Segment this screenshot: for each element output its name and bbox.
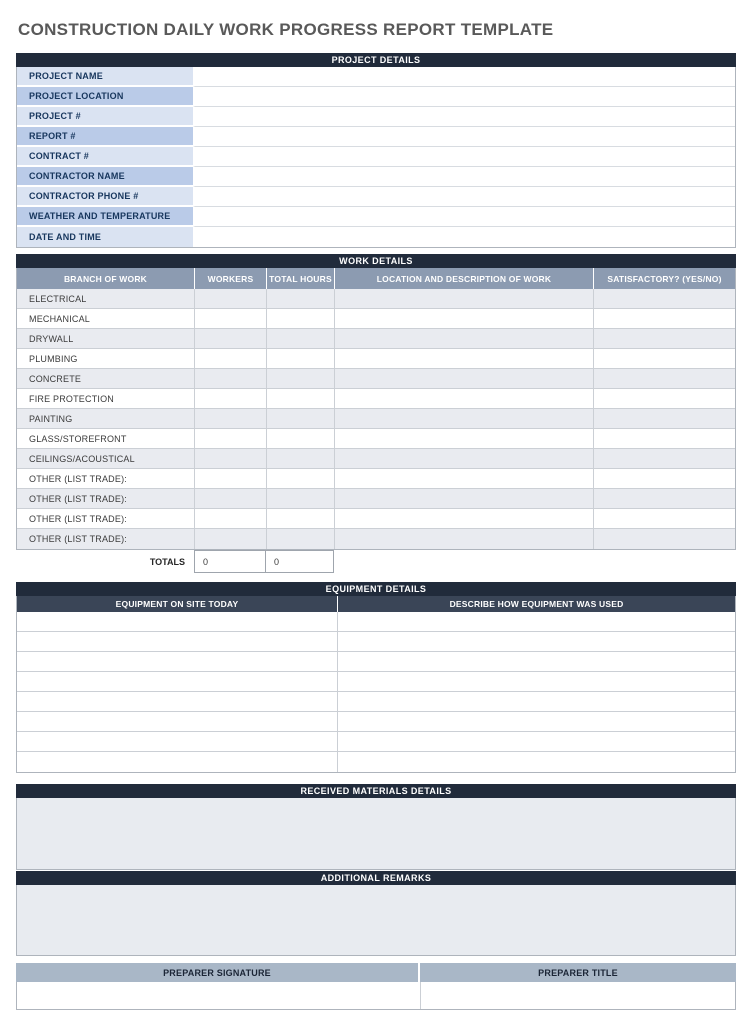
work-branch-label: DRYWALL <box>17 329 195 349</box>
work-location-cell[interactable] <box>335 469 594 489</box>
project-field-label: PROJECT NAME <box>17 67 193 87</box>
work-branch-label: FIRE PROTECTION <box>17 389 195 409</box>
project-field-label: PROJECT # <box>17 107 193 127</box>
additional-remarks-header: ADDITIONAL REMARKS <box>16 871 736 885</box>
project-field-label: CONTRACTOR PHONE # <box>17 187 193 207</box>
work-column-header: TOTAL HOURS <box>267 268 335 289</box>
equipment-row <box>17 612 735 632</box>
project-field-input[interactable] <box>193 147 735 167</box>
project-field-row <box>17 87 735 107</box>
project-field-label: CONTRACT # <box>17 147 193 167</box>
equipment-column-header: EQUIPMENT ON SITE TODAY <box>17 596 338 612</box>
received-materials-input-area[interactable] <box>16 798 736 870</box>
work-location-cell[interactable] <box>335 489 594 509</box>
work-hours-cell[interactable] <box>267 529 335 549</box>
work-satisfactory-cell[interactable] <box>594 409 735 429</box>
work-location-cell[interactable] <box>335 449 594 469</box>
project-field-label: REPORT # <box>17 127 193 147</box>
work-totals-row <box>16 550 736 573</box>
project-field-label: DATE AND TIME <box>17 227 193 247</box>
equipment-usage-cell[interactable] <box>338 732 735 752</box>
work-location-cell[interactable] <box>335 349 594 369</box>
work-hours-cell[interactable] <box>267 289 335 309</box>
equipment-on-site-cell[interactable] <box>17 652 338 672</box>
work-row <box>17 409 735 429</box>
equipment-usage-cell[interactable] <box>338 712 735 732</box>
totals-label: TOTALS <box>149 556 185 567</box>
work-workers-cell[interactable] <box>195 449 267 469</box>
work-hours-cell[interactable] <box>267 349 335 369</box>
work-row <box>17 349 735 369</box>
work-workers-cell[interactable] <box>195 529 267 549</box>
work-location-cell[interactable] <box>335 289 594 309</box>
work-hours-cell[interactable] <box>267 409 335 429</box>
work-workers-cell[interactable] <box>195 409 267 429</box>
equipment-on-site-cell[interactable] <box>17 632 338 652</box>
work-location-cell[interactable] <box>335 409 594 429</box>
additional-remarks-input-area[interactable] <box>16 885 736 956</box>
work-row <box>17 329 735 349</box>
work-row <box>17 389 735 409</box>
equipment-usage-cell[interactable] <box>338 672 735 692</box>
work-branch-label: OTHER (LIST TRADE): <box>17 529 195 549</box>
equipment-details-header: EQUIPMENT DETAILS <box>16 582 736 596</box>
equipment-usage-cell[interactable] <box>338 652 735 672</box>
work-column-header: SATISFACTORY? (YES/NO) <box>607 273 722 284</box>
work-satisfactory-cell[interactable] <box>594 389 735 409</box>
work-branch-label: OTHER (LIST TRADE): <box>17 509 195 529</box>
preparer-header-row <box>16 963 736 982</box>
equipment-row <box>17 672 735 692</box>
work-satisfactory-cell[interactable] <box>594 289 735 309</box>
work-branch-label: OTHER (LIST TRADE): <box>17 469 195 489</box>
work-location-cell[interactable] <box>335 529 594 549</box>
work-hours-cell[interactable] <box>267 489 335 509</box>
preparer-signature-label: PREPARER SIGNATURE <box>16 963 420 982</box>
work-hours-cell[interactable] <box>267 449 335 469</box>
work-location-cell[interactable] <box>335 389 594 409</box>
page-title: CONSTRUCTION DAILY WORK PROGRESS REPORT TEMPLATE <box>18 20 554 39</box>
work-branch-label: PAINTING <box>17 409 195 429</box>
project-field-row <box>17 207 735 227</box>
equipment-row <box>17 712 735 732</box>
work-hours-cell[interactable] <box>267 369 335 389</box>
equipment-row <box>17 752 735 772</box>
project-field-label: PROJECT LOCATION <box>17 87 193 107</box>
work-row <box>17 309 735 329</box>
equipment-row <box>17 652 735 672</box>
work-details-table <box>16 268 736 550</box>
project-details-header: PROJECT DETAILS <box>16 53 736 67</box>
project-field-row <box>17 187 735 207</box>
work-workers-cell[interactable] <box>195 489 267 509</box>
work-details-rows <box>17 289 735 549</box>
work-details-header: WORK DETAILS <box>16 254 736 268</box>
work-satisfactory-cell[interactable] <box>594 349 735 369</box>
project-field-row <box>17 127 735 147</box>
work-workers-cell[interactable] <box>195 429 267 449</box>
work-hours-cell[interactable] <box>267 389 335 409</box>
work-location-cell[interactable] <box>335 369 594 389</box>
work-workers-cell[interactable] <box>195 289 267 309</box>
equipment-on-site-cell[interactable] <box>17 712 338 732</box>
equipment-row <box>17 732 735 752</box>
work-satisfactory-cell[interactable] <box>594 449 735 469</box>
work-row <box>17 489 735 509</box>
work-details-section <box>16 254 736 573</box>
work-branch-label: MECHANICAL <box>17 309 195 329</box>
work-workers-cell[interactable] <box>195 389 267 409</box>
work-column-header: LOCATION AND DESCRIPTION OF WORK <box>335 268 594 289</box>
work-branch-label: GLASS/STOREFRONT <box>17 429 195 449</box>
project-field-input[interactable] <box>193 127 735 147</box>
work-hours-cell[interactable] <box>267 509 335 529</box>
work-details-column-headers <box>17 268 735 289</box>
project-field-row <box>17 167 735 187</box>
work-column-header: BRANCH OF WORK <box>17 268 195 289</box>
work-row <box>17 369 735 389</box>
project-details-table <box>16 67 736 248</box>
work-workers-cell[interactable] <box>195 369 267 389</box>
totals-row-spacer <box>334 550 736 573</box>
equipment-row <box>17 692 735 712</box>
work-branch-label: ELECTRICAL <box>17 289 195 309</box>
equipment-on-site-cell[interactable] <box>17 732 338 752</box>
project-field-row <box>17 227 735 247</box>
work-satisfactory-cell[interactable] <box>594 509 735 529</box>
preparer-signature-input[interactable] <box>17 982 421 1009</box>
work-satisfactory-cell[interactable] <box>594 369 735 389</box>
work-location-cell[interactable] <box>335 329 594 349</box>
work-row <box>17 289 735 309</box>
work-satisfactory-cell[interactable] <box>594 469 735 489</box>
totals-workers-value: 0 <box>194 550 266 573</box>
work-workers-cell[interactable] <box>195 509 267 529</box>
project-field-input[interactable] <box>193 67 735 87</box>
equipment-usage-cell[interactable] <box>338 632 735 652</box>
totals-hours-value: 0 <box>266 550 334 573</box>
work-location-cell[interactable] <box>335 309 594 329</box>
preparer-title-input[interactable] <box>421 982 735 1009</box>
work-workers-cell[interactable] <box>195 329 267 349</box>
work-satisfactory-cell[interactable] <box>594 309 735 329</box>
project-field-input[interactable] <box>193 167 735 187</box>
received-materials-header: RECEIVED MATERIALS DETAILS <box>16 784 736 798</box>
equipment-details-table <box>16 596 736 773</box>
project-field-label: WEATHER AND TEMPERATURE <box>17 207 193 227</box>
equipment-usage-cell[interactable] <box>338 752 735 772</box>
equipment-details-section <box>16 582 736 773</box>
work-branch-label: CONCRETE <box>17 369 195 389</box>
equipment-usage-cell[interactable] <box>338 692 735 712</box>
work-hours-cell[interactable] <box>267 429 335 449</box>
equipment-column-headers <box>17 596 735 612</box>
equipment-rows <box>17 612 735 772</box>
preparer-title-label: PREPARER TITLE <box>538 967 618 978</box>
equipment-row <box>17 632 735 652</box>
received-materials-section <box>16 784 736 956</box>
work-branch-label: PLUMBING <box>17 349 195 369</box>
work-hours-cell[interactable] <box>267 469 335 489</box>
equipment-on-site-cell[interactable] <box>17 752 338 772</box>
preparer-value-row <box>16 982 736 1010</box>
work-row <box>17 469 735 489</box>
project-field-row <box>17 107 735 127</box>
work-hours-cell[interactable] <box>267 329 335 349</box>
equipment-on-site-cell[interactable] <box>17 612 338 632</box>
work-row <box>17 529 735 549</box>
equipment-on-site-cell[interactable] <box>17 672 338 692</box>
project-field-input[interactable] <box>193 187 735 207</box>
work-location-cell[interactable] <box>335 429 594 449</box>
project-field-input[interactable] <box>193 87 735 107</box>
work-workers-cell[interactable] <box>195 469 267 489</box>
work-workers-cell[interactable] <box>195 309 267 329</box>
work-satisfactory-cell[interactable] <box>594 489 735 509</box>
work-branch-label: CEILINGS/ACOUSTICAL <box>17 449 195 469</box>
project-field-input[interactable] <box>193 207 735 227</box>
work-row <box>17 449 735 469</box>
equipment-on-site-cell[interactable] <box>17 692 338 712</box>
project-details-section <box>16 53 736 248</box>
project-field-input[interactable] <box>193 227 735 247</box>
work-branch-label: OTHER (LIST TRADE): <box>17 489 195 509</box>
work-satisfactory-cell[interactable] <box>594 429 735 449</box>
work-satisfactory-cell[interactable] <box>594 529 735 549</box>
equipment-usage-cell[interactable] <box>338 612 735 632</box>
work-row <box>17 429 735 449</box>
work-workers-cell[interactable] <box>195 349 267 369</box>
preparer-section <box>16 963 736 1010</box>
project-field-row <box>17 67 735 87</box>
work-satisfactory-cell[interactable] <box>594 329 735 349</box>
project-field-input[interactable] <box>193 107 735 127</box>
work-column-header: WORKERS <box>195 268 267 289</box>
project-field-row <box>17 147 735 167</box>
work-hours-cell[interactable] <box>267 309 335 329</box>
work-row <box>17 509 735 529</box>
work-location-cell[interactable] <box>335 509 594 529</box>
equipment-column-header: DESCRIBE HOW EQUIPMENT WAS USED <box>449 599 624 609</box>
project-field-label: CONTRACTOR NAME <box>17 167 193 187</box>
